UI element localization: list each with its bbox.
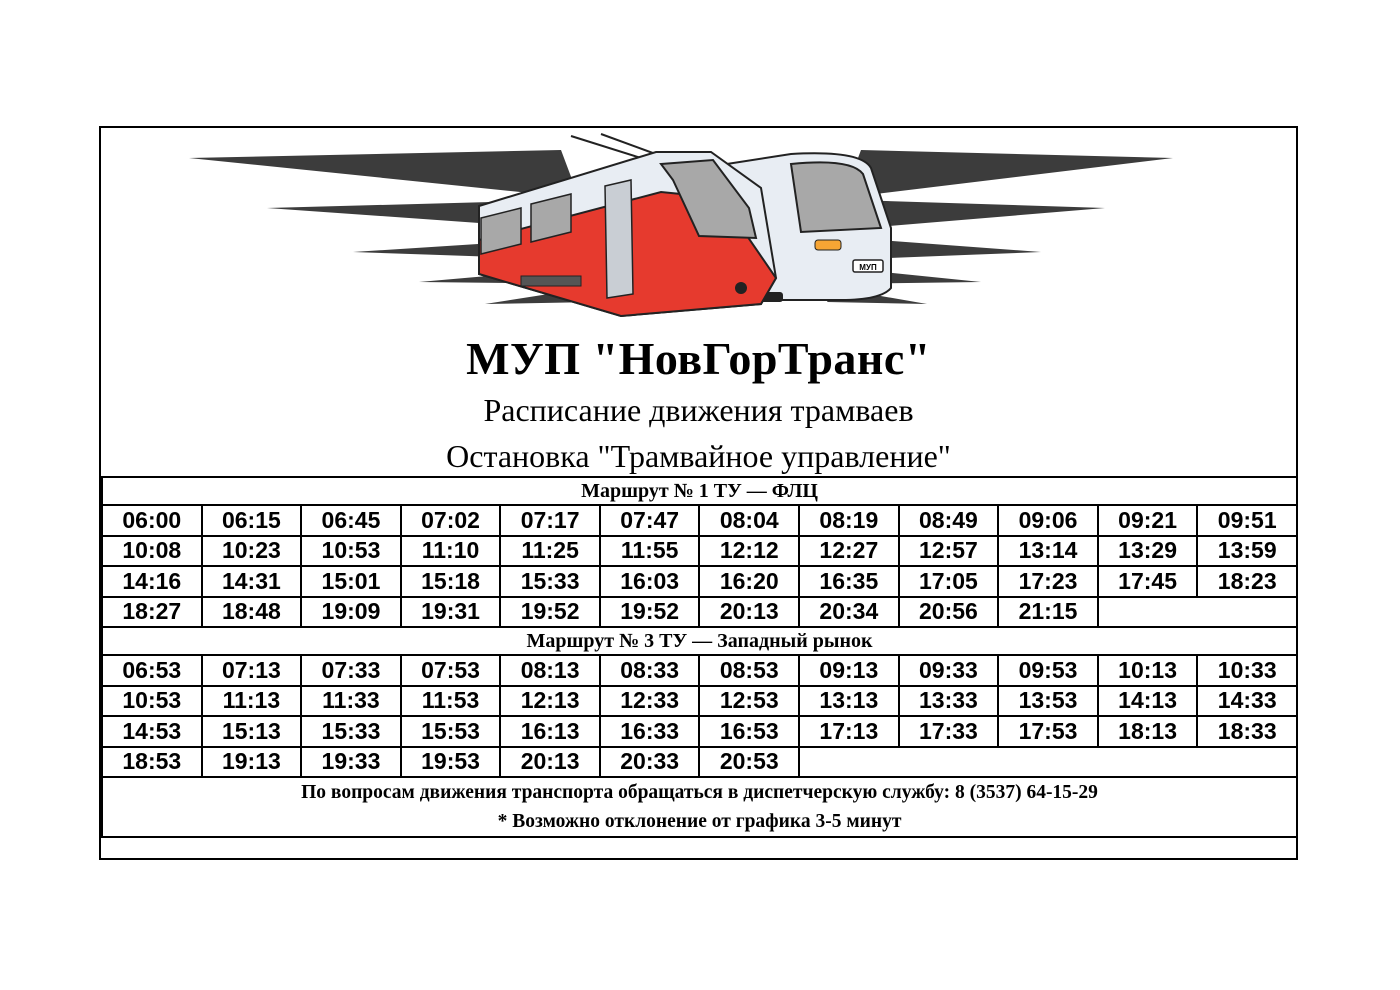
departure-time: 11:55 (600, 536, 700, 567)
route-title: Маршрут № 1 ТУ — ФЛЦ (102, 477, 1297, 505)
stop-name: Остановка "Трамвайное управление" (446, 438, 951, 474)
departure-time: 06:53 (102, 655, 202, 686)
departure-time: 13:29 (1098, 536, 1198, 567)
schedule-subtitle: Расписание движения трамваев (483, 392, 914, 428)
departure-time: 09:51 (1197, 505, 1297, 536)
departure-time: 17:23 (998, 566, 1098, 597)
route-header-row (102, 477, 1297, 505)
departure-time: 20:34 (799, 597, 899, 628)
header (101, 128, 1296, 476)
time-row (102, 686, 1297, 717)
departure-time: 09:53 (998, 655, 1098, 686)
schedule-sheet (99, 126, 1298, 860)
departure-time: 19:52 (500, 597, 600, 628)
departure-time: 21:15 (998, 597, 1098, 628)
departure-time: 14:53 (102, 716, 202, 747)
departure-time: 19:52 (600, 597, 700, 628)
timetable (101, 476, 1298, 838)
departure-time: 18:27 (102, 597, 202, 628)
departure-time: 15:53 (401, 716, 501, 747)
departure-time: 13:53 (998, 686, 1098, 717)
footer (102, 777, 1297, 837)
org-title: МУП "НовГорТранс" (466, 333, 931, 384)
departure-time: 08:13 (500, 655, 600, 686)
departure-time: 07:13 (202, 655, 302, 686)
bus-plate-text: МУП (859, 263, 877, 272)
departure-time: 06:00 (102, 505, 202, 536)
departure-time: 16:20 (699, 566, 799, 597)
departure-time: 12:57 (899, 536, 999, 567)
departure-time: 09:06 (998, 505, 1098, 536)
departure-time: 16:03 (600, 566, 700, 597)
departure-time: 17:45 (1098, 566, 1198, 597)
departure-time: 17:33 (899, 716, 999, 747)
departure-time: 17:05 (899, 566, 999, 597)
departure-time: 08:49 (899, 505, 999, 536)
departure-time: 09:33 (899, 655, 999, 686)
departure-time: 13:33 (899, 686, 999, 717)
time-row (102, 655, 1297, 686)
departure-time: 14:31 (202, 566, 302, 597)
departure-time: 12:13 (500, 686, 600, 717)
departure-time: 12:27 (799, 536, 899, 567)
departure-time: 18:53 (102, 747, 202, 778)
departure-time: 10:23 (202, 536, 302, 567)
time-row (102, 505, 1297, 536)
tram-bus-logo-icon (101, 128, 1296, 338)
departure-time: 17:13 (799, 716, 899, 747)
departure-time: 10:53 (102, 686, 202, 717)
departure-time: 07:47 (600, 505, 700, 536)
departure-time: 12:33 (600, 686, 700, 717)
route-header-row (102, 627, 1297, 655)
departure-time: 18:33 (1197, 716, 1297, 747)
departure-time: 16:33 (600, 716, 700, 747)
dispatcher-contact: По вопросам движения транспорта обращаться в диспетчерскую службу: 8 (3537) 64-15-29 (301, 782, 1098, 803)
departure-time: 08:19 (799, 505, 899, 536)
departure-time: 10:33 (1197, 655, 1297, 686)
departure-time: 19:09 (301, 597, 401, 628)
departure-time: 19:31 (401, 597, 501, 628)
schedule-deviation-note: * Возможно отклонение от графика 3-5 минут (497, 811, 902, 832)
departure-time: 15:33 (301, 716, 401, 747)
departure-time: 18:23 (1197, 566, 1297, 597)
departure-time: 19:53 (401, 747, 501, 778)
departure-time: 16:13 (500, 716, 600, 747)
departure-time: 07:33 (301, 655, 401, 686)
footer-row (102, 777, 1297, 837)
departure-time: 08:33 (600, 655, 700, 686)
departure-time: 06:15 (202, 505, 302, 536)
departure-time: 19:13 (202, 747, 302, 778)
departure-time: 09:13 (799, 655, 899, 686)
time-row (102, 716, 1297, 747)
departure-time: 09:21 (1098, 505, 1198, 536)
departure-time: 20:53 (699, 747, 799, 778)
time-row (102, 536, 1297, 567)
departure-time: 08:53 (699, 655, 799, 686)
departure-time: 15:18 (401, 566, 501, 597)
route-title: Маршрут № 3 ТУ — Западный рынок (102, 627, 1297, 655)
departure-time: 17:53 (998, 716, 1098, 747)
departure-time: 11:13 (202, 686, 302, 717)
empty-cell (1098, 597, 1297, 628)
departure-time: 10:08 (102, 536, 202, 567)
departure-time: 13:14 (998, 536, 1098, 567)
departure-time: 18:13 (1098, 716, 1198, 747)
departure-time: 20:33 (600, 747, 700, 778)
departure-time: 11:53 (401, 686, 501, 717)
departure-time: 14:16 (102, 566, 202, 597)
departure-time: 07:17 (500, 505, 600, 536)
time-row (102, 747, 1297, 778)
departure-time: 12:53 (699, 686, 799, 717)
departure-time: 12:12 (699, 536, 799, 567)
departure-time: 20:13 (500, 747, 600, 778)
departure-time: 06:45 (301, 505, 401, 536)
empty-cell (799, 747, 1297, 778)
departure-time: 13:59 (1197, 536, 1297, 567)
departure-time: 19:33 (301, 747, 401, 778)
departure-time: 07:02 (401, 505, 501, 536)
departure-time: 15:01 (301, 566, 401, 597)
departure-time: 14:13 (1098, 686, 1198, 717)
departure-time: 07:53 (401, 655, 501, 686)
departure-time: 11:33 (301, 686, 401, 717)
time-row (102, 597, 1297, 628)
departure-time: 16:35 (799, 566, 899, 597)
departure-time: 20:13 (699, 597, 799, 628)
departure-time: 15:33 (500, 566, 600, 597)
departure-time: 20:56 (899, 597, 999, 628)
departure-time: 18:48 (202, 597, 302, 628)
departure-time: 11:10 (401, 536, 501, 567)
departure-time: 10:13 (1098, 655, 1198, 686)
departure-time: 15:13 (202, 716, 302, 747)
time-row (102, 566, 1297, 597)
departure-time: 11:25 (500, 536, 600, 567)
departure-time: 08:04 (699, 505, 799, 536)
departure-time: 10:53 (301, 536, 401, 567)
departure-time: 13:13 (799, 686, 899, 717)
departure-time: 16:53 (699, 716, 799, 747)
departure-time: 14:33 (1197, 686, 1297, 717)
